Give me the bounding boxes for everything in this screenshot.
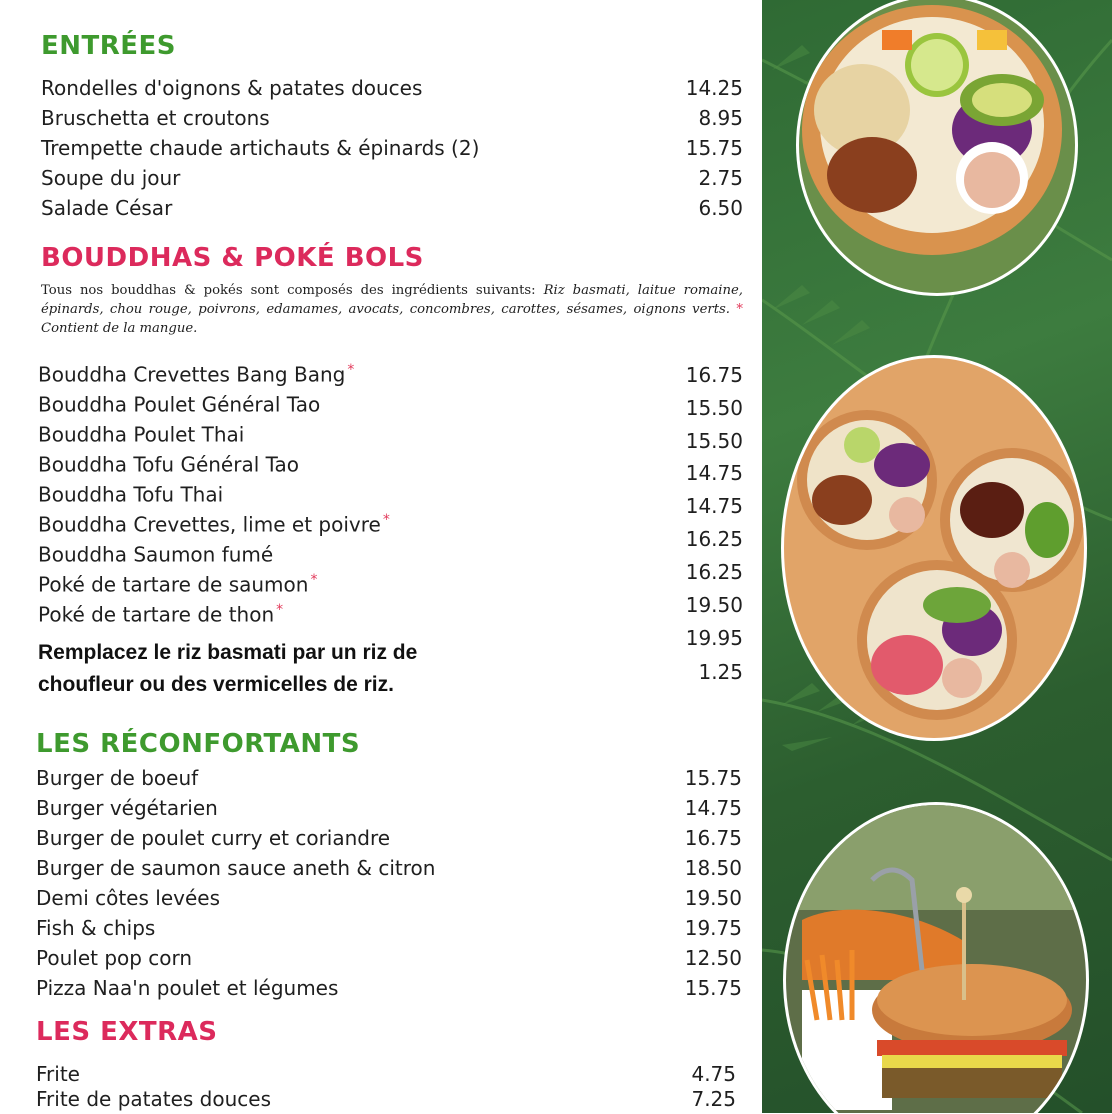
- item-price: 7.25: [691, 1087, 736, 1111]
- intro-text: Tous nos bouddhas & pokés sont composés des ingrédients suivants:: [41, 283, 544, 298]
- item-price: 18.50: [684, 856, 742, 880]
- menu-item: [38, 479, 598, 509]
- menu-item: [38, 569, 598, 599]
- menu-item: [41, 163, 743, 193]
- menu-item: [36, 973, 742, 1003]
- item-name: Burger de saumon sauce aneth & citron: [36, 856, 436, 880]
- item-name: Pizza Naa'n poulet et légumes: [36, 976, 339, 1000]
- three-bowls-photo: [772, 350, 1102, 750]
- item-name: Bouddha Crevettes Bang Bang *: [38, 361, 355, 387]
- menu-item: [38, 539, 598, 569]
- item-price: 15.75: [685, 136, 743, 160]
- asterisk-mark: *: [382, 511, 390, 528]
- item-name: Bouddha Tofu Thai: [38, 482, 224, 507]
- menu-item: [38, 389, 598, 419]
- item-name: Demi côtes levées: [36, 886, 220, 910]
- item-name: Salade César: [41, 196, 173, 220]
- menu-item: [36, 943, 742, 973]
- item-price: 14.75: [684, 796, 742, 820]
- item-name: Burger végétarien: [36, 796, 218, 820]
- item-price: 16.25: [685, 560, 743, 584]
- item-name: Burger de poulet curry et coriandre: [36, 826, 391, 850]
- item-name: Bouddha Tofu Général Tao: [38, 452, 300, 477]
- section-title-bouddhas: BOUDDHAS & POKÉ BOLS: [41, 243, 424, 273]
- burger-photo: [782, 800, 1102, 1113]
- menu-item: [41, 133, 743, 163]
- intro-ingredients: Riz basmati, laitue romaine, épinards, chou rouge, poivrons, edamames, avocats, concombres, carottes, sésames, oignons verts.: [41, 283, 743, 317]
- fern-photo-panel: [762, 0, 1112, 1113]
- asterisk-mark: *: [310, 571, 318, 588]
- poke-bowl-photo: [792, 0, 1092, 310]
- item-price: 19.75: [684, 916, 742, 940]
- item-price: 19.95: [685, 626, 743, 650]
- item-price: 15.50: [685, 396, 743, 420]
- menu-item: [41, 73, 743, 103]
- item-price: 16.75: [685, 363, 743, 387]
- menu-item: [38, 449, 598, 479]
- item-name: Poké de tartare de thon *: [38, 601, 284, 627]
- item-price: 14.75: [685, 461, 743, 485]
- menu-item: [41, 103, 743, 133]
- item-price: 1.25: [698, 660, 743, 684]
- item-price: 6.50: [698, 196, 743, 220]
- item-name: Bouddha Saumon fumé: [38, 542, 274, 567]
- item-name: Bouddha Crevettes, lime et poivre *: [38, 511, 390, 537]
- item-price: 16.25: [685, 527, 743, 551]
- item-name: Bouddha Poulet Thai: [38, 422, 245, 447]
- item-price: 12.50: [684, 946, 742, 970]
- rice-substitution-note: Remplacez le riz basmati par un riz de choufleur ou des vermicelles de riz.: [38, 641, 418, 696]
- section-title-extras: LES EXTRAS: [36, 1017, 218, 1047]
- menu-item: [36, 1084, 736, 1114]
- menu-item: [36, 913, 742, 943]
- item-price: 19.50: [684, 886, 742, 910]
- menu-item: [36, 883, 742, 913]
- asterisk-mark: *: [276, 601, 284, 618]
- item-name: Bruschetta et croutons: [41, 106, 270, 130]
- item-name: Burger de boeuf: [36, 766, 199, 790]
- menu-item: [41, 193, 743, 223]
- item-price: 14.25: [685, 76, 743, 100]
- menu-item: [36, 763, 742, 793]
- menu-item: [38, 419, 598, 449]
- section-title-entrees: ENTRÉES: [41, 31, 177, 61]
- asterisk-mark: *: [736, 302, 743, 317]
- menu-item: [38, 359, 598, 389]
- menu-item: [38, 599, 598, 629]
- item-price: 15.75: [684, 766, 742, 790]
- asterisk-mark: *: [347, 361, 355, 378]
- menu-item: [36, 853, 742, 883]
- item-price: 2.75: [698, 166, 743, 190]
- menu-item: [38, 509, 598, 539]
- mango-note: Contient de la mangue.: [41, 321, 198, 336]
- section-title-reconfortants: LES RÉCONFORTANTS: [36, 729, 361, 759]
- item-name: Frite de patates douces: [36, 1087, 271, 1111]
- fern-background: [762, 0, 1112, 1113]
- item-price: 14.75: [685, 494, 743, 518]
- item-name: Poulet pop corn: [36, 946, 193, 970]
- item-price: 4.75: [691, 1062, 736, 1086]
- menu-item: [36, 823, 742, 853]
- item-name: Frite: [36, 1062, 80, 1086]
- item-name: Fish & chips: [36, 916, 156, 940]
- item-price: 16.75: [684, 826, 742, 850]
- item-name: Rondelles d'oignons & patates douces: [41, 76, 423, 100]
- item-name: Trempette chaude artichauts & épinards (2): [41, 136, 480, 160]
- item-name: Poké de tartare de saumon *: [38, 571, 318, 597]
- menu-item: [36, 793, 742, 823]
- item-price: 15.50: [685, 429, 743, 453]
- item-price: 8.95: [698, 106, 743, 130]
- item-price: 19.50: [685, 593, 743, 617]
- ingredients-description: [41, 281, 743, 338]
- item-name: Soupe du jour: [41, 166, 181, 190]
- item-price: 15.75: [684, 976, 742, 1000]
- item-name: Bouddha Poulet Général Tao: [38, 392, 321, 417]
